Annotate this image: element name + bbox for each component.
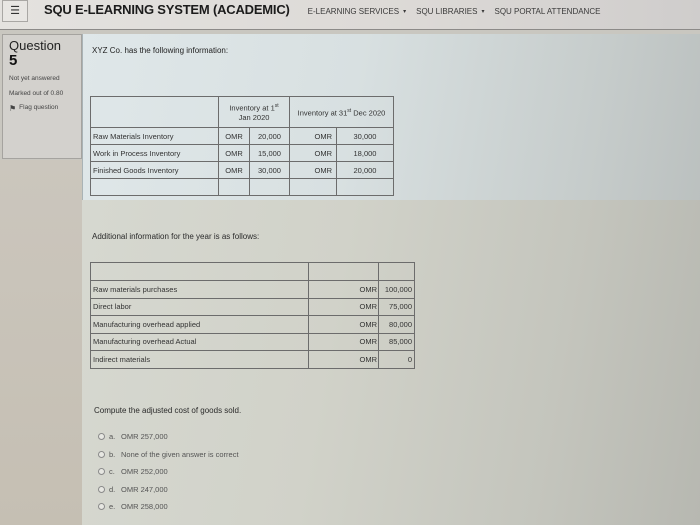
currency: OMR bbox=[290, 162, 337, 179]
currency: OMR bbox=[219, 145, 250, 162]
hamburger-icon: ☰ bbox=[10, 5, 20, 17]
currency: OMR bbox=[309, 298, 379, 316]
row-label: Work in Process Inventory bbox=[91, 145, 219, 162]
value: 15,000 bbox=[250, 145, 290, 162]
currency: OMR bbox=[219, 128, 250, 145]
flag-question-button[interactable] bbox=[9, 104, 75, 113]
question-number: 5 bbox=[9, 52, 18, 69]
empty-cell bbox=[91, 179, 219, 196]
value: 20,000 bbox=[250, 128, 290, 145]
question-status: Not yet answered bbox=[9, 75, 60, 82]
question-prompt: Compute the adjusted cost of goods sold. bbox=[94, 406, 242, 415]
option-letter: d. bbox=[109, 484, 116, 494]
caret-down-icon: ▾ bbox=[403, 9, 407, 15]
currency: OMR bbox=[219, 162, 250, 179]
hamburger-menu-button[interactable] bbox=[2, 0, 28, 22]
header-inventory-jan bbox=[219, 97, 290, 128]
nav-squ-libraries[interactable] bbox=[416, 7, 484, 16]
currency: OMR bbox=[290, 128, 337, 145]
nav-squ-portal-attendance[interactable] bbox=[495, 7, 601, 16]
table-row bbox=[91, 351, 415, 369]
nav-label: SQU LIBRARIES bbox=[416, 7, 478, 16]
inventory-table bbox=[90, 96, 394, 196]
empty-cell bbox=[309, 263, 379, 281]
value: 85,000 bbox=[379, 333, 415, 351]
question-info-panel bbox=[2, 34, 82, 159]
row-label: Raw Materials Inventory bbox=[91, 128, 219, 145]
radio-button[interactable] bbox=[98, 503, 105, 510]
row-label: Manufacturing overhead applied bbox=[91, 316, 309, 334]
value: 20,000 bbox=[337, 162, 394, 179]
currency: OMR bbox=[309, 281, 379, 299]
answer-option-b[interactable] bbox=[98, 446, 239, 464]
option-text: OMR 258,000 bbox=[121, 502, 168, 512]
empty-cell bbox=[250, 179, 290, 196]
nav-elearning-services[interactable] bbox=[308, 7, 406, 16]
table-row bbox=[91, 128, 394, 145]
question-label: Question bbox=[9, 38, 62, 53]
value: 75,000 bbox=[379, 298, 415, 316]
currency: OMR bbox=[309, 333, 379, 351]
option-text: OMR 247,000 bbox=[121, 484, 168, 494]
table-row bbox=[91, 281, 415, 299]
table-row bbox=[91, 145, 394, 162]
value: 0 bbox=[379, 351, 415, 369]
empty-cell bbox=[219, 179, 250, 196]
currency: OMR bbox=[309, 351, 379, 369]
option-text: OMR 257,000 bbox=[121, 432, 168, 442]
header-sup: st bbox=[347, 107, 352, 114]
header-text: Jan 2020 bbox=[238, 113, 270, 123]
currency: OMR bbox=[309, 316, 379, 334]
value: 30,000 bbox=[337, 128, 394, 145]
empty-cell bbox=[379, 263, 415, 281]
table-row bbox=[91, 162, 394, 179]
header-inventory-dec bbox=[290, 97, 394, 128]
empty-cell bbox=[91, 263, 309, 281]
left-strip bbox=[0, 160, 82, 525]
row-label: Indirect materials bbox=[91, 351, 309, 369]
question-intro: XYZ Co. has the following information: bbox=[92, 46, 229, 55]
caret-down-icon: ▾ bbox=[481, 9, 485, 15]
radio-button[interactable] bbox=[98, 486, 105, 493]
flag-label: Flag question bbox=[19, 104, 59, 111]
row-label: Direct labor bbox=[91, 298, 309, 316]
table-row bbox=[91, 316, 415, 334]
header-sup: st bbox=[274, 102, 279, 109]
table-header-row bbox=[91, 263, 415, 281]
radio-button[interactable] bbox=[98, 468, 105, 475]
question-grade: Marked out of 0.80 bbox=[9, 90, 64, 97]
table-header-row bbox=[91, 97, 394, 128]
answer-option-c[interactable] bbox=[98, 463, 239, 481]
top-navbar bbox=[0, 0, 700, 30]
option-text: OMR 252,000 bbox=[121, 467, 168, 477]
option-letter: e. bbox=[109, 502, 116, 512]
header-text: Inventory at 31 bbox=[297, 108, 348, 118]
option-letter: b. bbox=[109, 449, 116, 459]
header-empty-cell bbox=[91, 97, 219, 128]
site-title[interactable]: SQU E-LEARNING SYSTEM (ACADEMIC) bbox=[44, 2, 290, 17]
row-label: Finished Goods Inventory bbox=[91, 162, 219, 179]
option-letter: c. bbox=[109, 467, 115, 477]
empty-cell bbox=[337, 179, 394, 196]
radio-button[interactable] bbox=[98, 433, 105, 440]
value: 30,000 bbox=[250, 162, 290, 179]
header-text: Dec 2020 bbox=[351, 108, 386, 118]
nav-label: SQU PORTAL ATTENDANCE bbox=[494, 7, 601, 16]
answer-option-e[interactable] bbox=[98, 498, 239, 516]
radio-button[interactable] bbox=[98, 451, 105, 458]
flag-icon: ⚑ bbox=[9, 104, 17, 113]
value: 100,000 bbox=[379, 281, 415, 299]
table-row bbox=[91, 333, 415, 351]
nav-label: E-LEARNING SERVICES bbox=[307, 7, 400, 16]
value: 18,000 bbox=[337, 145, 394, 162]
additional-info-table bbox=[90, 262, 415, 369]
additional-info-intro: Additional information for the year is as follows: bbox=[92, 232, 260, 241]
answer-options bbox=[98, 428, 239, 516]
answer-option-d[interactable] bbox=[98, 481, 239, 499]
table-row-empty bbox=[91, 179, 394, 196]
header-text: Inventory at 1 bbox=[229, 103, 275, 113]
option-text: None of the given answer is correct bbox=[121, 449, 239, 459]
row-label: Raw materials purchases bbox=[91, 281, 309, 299]
main-nav bbox=[308, 7, 611, 16]
table-row bbox=[91, 298, 415, 316]
currency: OMR bbox=[290, 145, 337, 162]
empty-cell bbox=[290, 179, 337, 196]
value: 80,000 bbox=[379, 316, 415, 334]
answer-option-a[interactable] bbox=[98, 428, 239, 446]
option-letter: a. bbox=[109, 432, 116, 442]
row-label: Manufacturing overhead Actual bbox=[91, 333, 309, 351]
